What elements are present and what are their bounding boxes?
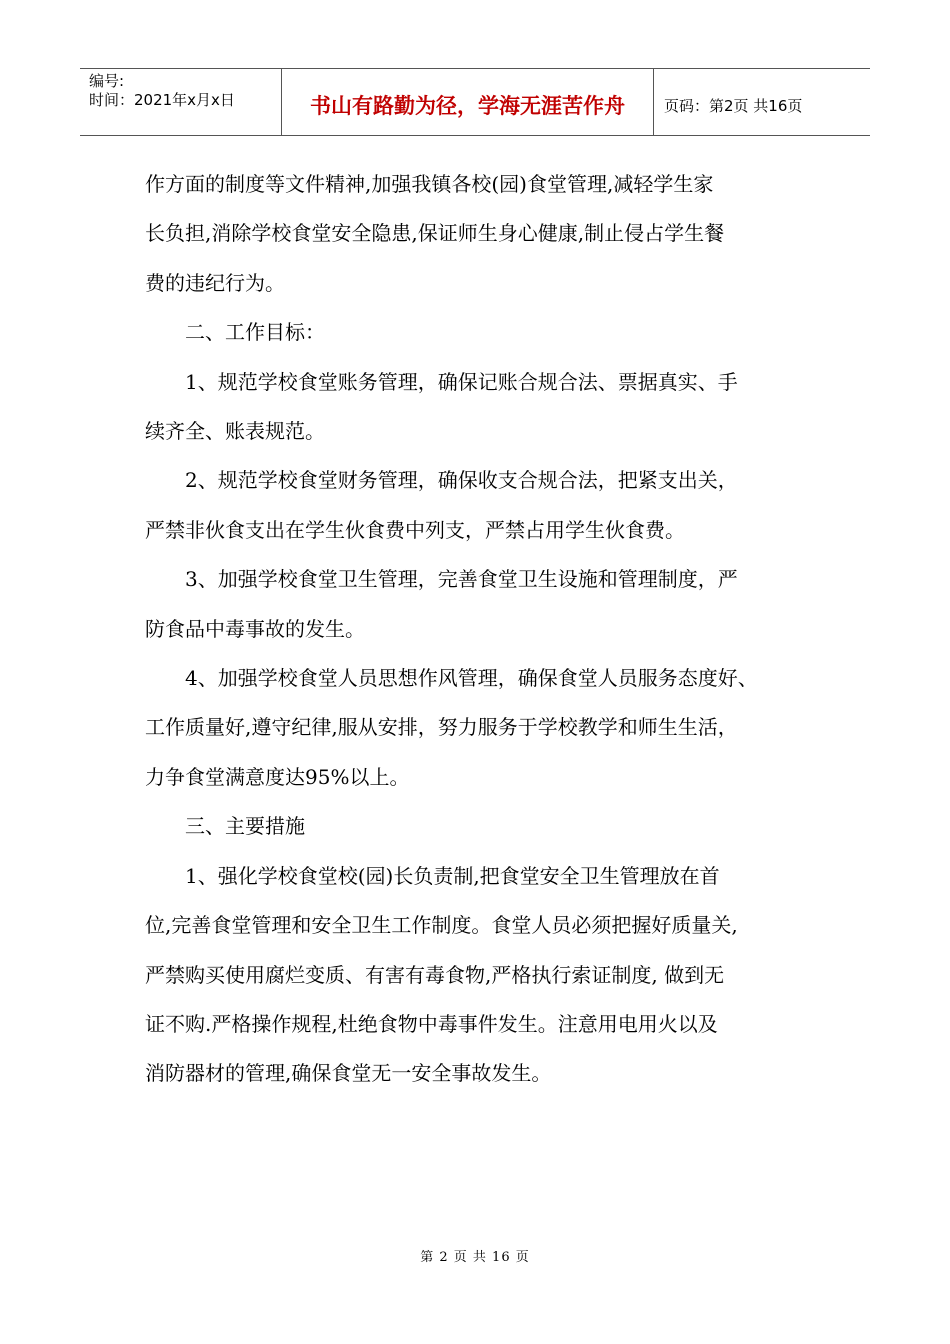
section-heading: 三、主要措施 [145,814,305,839]
body-line: 续齐全、账表规范。 [145,419,325,444]
body-line: 长负担,消除学校食堂安全隐患,保证师生身心健康,制止侵占学生餐 [145,221,725,246]
document-date-label: 时间：2021年x月x日 [89,91,235,109]
body-line: 严禁非伙食支出在学生伙食费中列支，严禁占用学生伙食费。 [145,517,685,542]
body-line: 证不购.严格操作规程,杜绝食物中毒事件发生。注意用电用火以及 [145,1011,718,1036]
body-line: 工作质量好,遵守纪律,服从安排，努力服务于学校教学和师生生活， [145,715,738,740]
header-page-number: 页码：第2页 共16页 [664,96,803,115]
body-line: 1、规范学校食堂账务管理，确保记账合规合法、票据真实、手 [145,369,738,394]
document-body [145,160,815,1099]
body-line: 1、强化学校食堂校(园)长负责制,把食堂安全卫生管理放在首 [145,863,720,888]
header-motto: 书山有路勤为径，学海无涯苦作舟 [282,69,654,135]
body-line: 作方面的制度等文件精神,加强我镇各校(园)食堂管理,减轻学生家 [145,172,714,196]
body-line: 力争食堂满意度达95%以上。 [145,764,410,789]
document-number-label: 编号: [89,72,125,90]
body-line: 位,完善食堂管理和安全卫生工作制度。食堂人员必须把握好质量关, [145,913,738,938]
body-line: 费的违纪行为。 [145,270,285,295]
body-line: 消防器材的管理,确保食堂无一安全事故发生。 [145,1061,552,1086]
page-header [80,68,870,136]
page-footer: 第 2 页 共 16 页 [420,1250,530,1265]
body-line: 4、加强学校食堂人员思想作风管理，确保食堂人员服务态度好、 [145,666,758,691]
body-line: 3、加强学校食堂卫生管理，完善食堂卫生设施和管理制度，严 [145,567,738,592]
body-line: 防食品中毒事故的发生。 [145,616,365,641]
body-line: 严禁购买使用腐烂变质、有害有毒食物,严格执行索证制度, 做到无 [145,962,725,987]
header-meta [80,69,282,135]
section-heading: 二、工作目标： [145,320,325,345]
body-line: 2、规范学校食堂财务管理，确保收支合规合法，把紧支出关， [145,468,738,493]
